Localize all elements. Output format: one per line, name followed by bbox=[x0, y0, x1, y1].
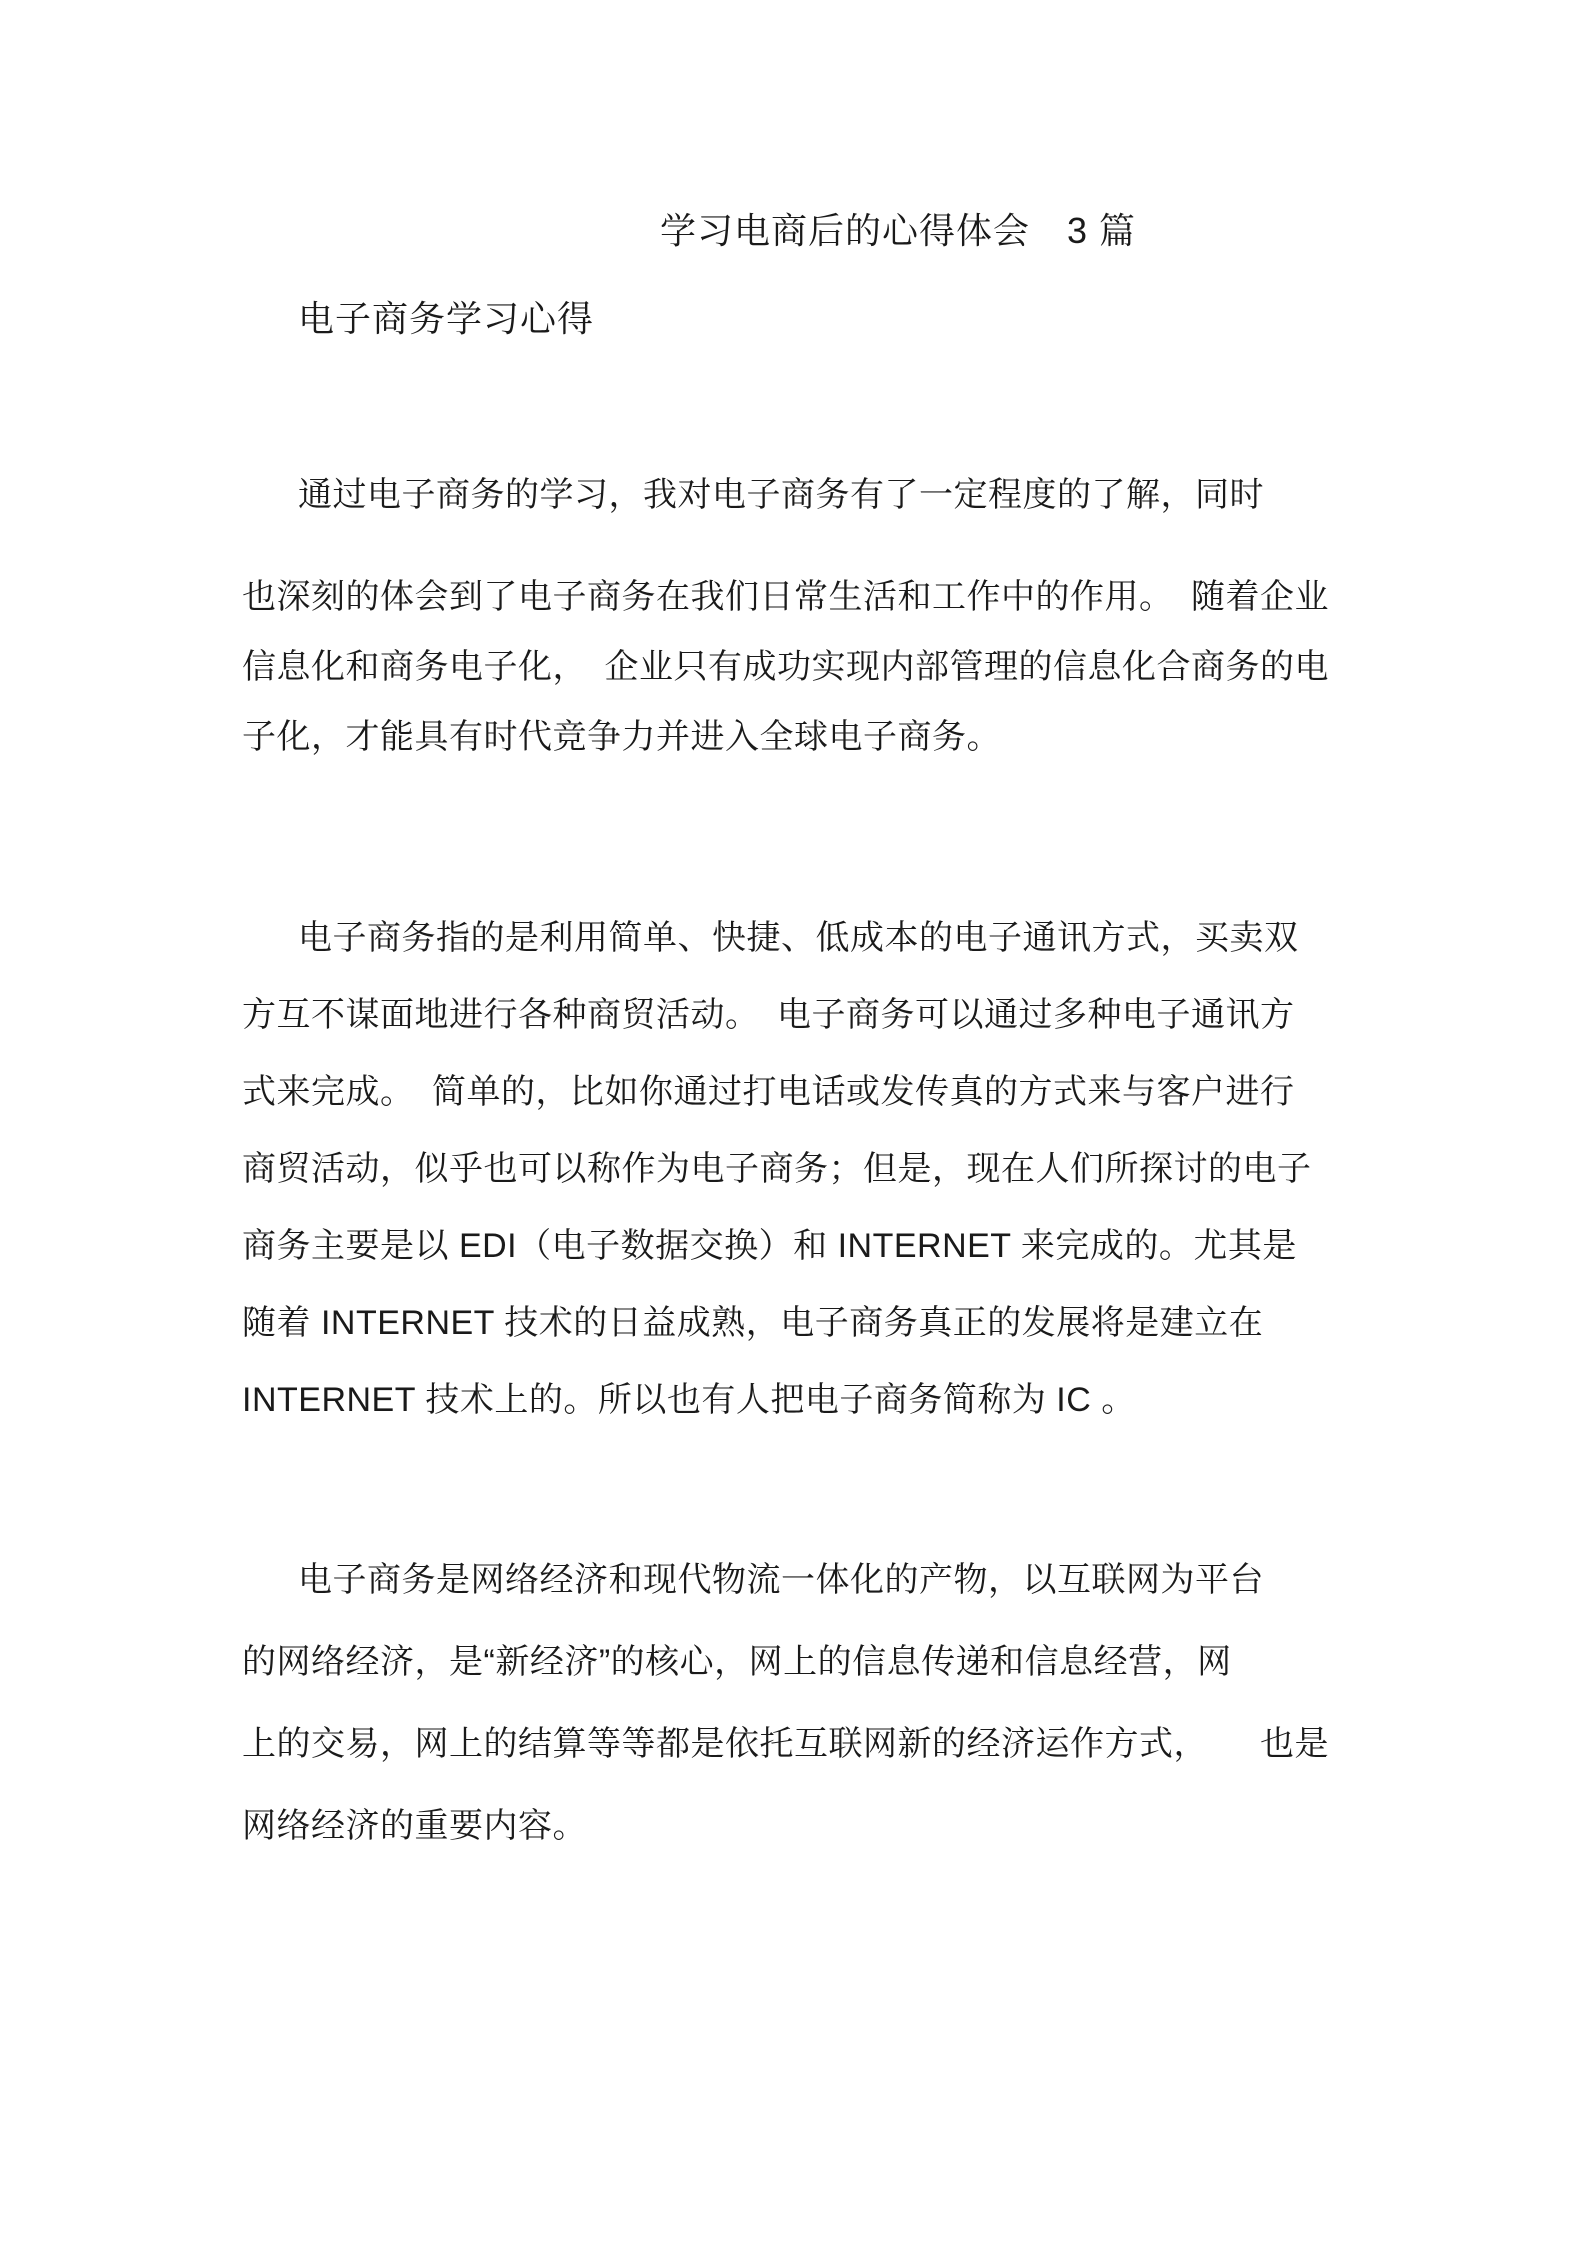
paragraph-2 bbox=[242, 900, 1442, 1439]
text-line: INTERNET 技术上的。所以也有人把电子商务简称为 IC 。 bbox=[242, 1381, 1136, 1419]
text-line: 电子商务是网络经济和现代物流一体化的产物，以互联网为平台 bbox=[298, 1561, 1264, 1599]
paragraph-1 bbox=[242, 460, 1442, 772]
text-line: 网络经济的重要内容。 bbox=[242, 1807, 587, 1845]
text-line: 通过电子商务的学习，我对电子商务有了一定程度的了解，同时 bbox=[298, 476, 1264, 514]
text-line: 商务主要是以 EDI（电子数据交换）和 INTERNET 来完成的。尤其是 bbox=[242, 1227, 1297, 1265]
doc-title: 学习电商后的心得体会 3 篇 bbox=[660, 210, 1137, 251]
text-line: 随着 INTERNET 技术的日益成熟，电子商务真正的发展将是建立在 bbox=[242, 1304, 1264, 1342]
text-line: 方互不谋面地进行各种商贸活动。 电子商务可以通过多种电子通讯方 bbox=[242, 996, 1295, 1034]
text-line: 电子商务指的是利用简单、快捷、低成本的电子通讯方式，买卖双 bbox=[298, 919, 1299, 957]
text-line: 商贸活动，似乎也可以称作为电子商务；但是，现在人们所探讨的电子 bbox=[242, 1150, 1312, 1188]
text-line: 也深刻的体会到了电子商务在我们日常生活和工作中的作用。 随着企业 bbox=[242, 578, 1329, 616]
text-line: 上的交易，网上的结算等等都是依托互联网新的经济运作方式， 也是 bbox=[242, 1725, 1329, 1763]
paragraph-3 bbox=[242, 1539, 1442, 1867]
text-line: 信息化和商务电子化， 企业只有成功实现内部管理的信息化合商务的电 bbox=[242, 648, 1329, 686]
text-line: 式来完成。 简单的，比如你通过打电话或发传真的方式来与客户进行 bbox=[242, 1073, 1295, 1111]
text-line: 的网络经济，是“新经济”的核心，网上的信息传递和信息经营，网 bbox=[242, 1643, 1232, 1681]
doc-subtitle: 电子商务学习心得 bbox=[298, 298, 595, 339]
text-line: 子化，才能具有时代竞争力并进入全球电子商务。 bbox=[242, 718, 1001, 756]
